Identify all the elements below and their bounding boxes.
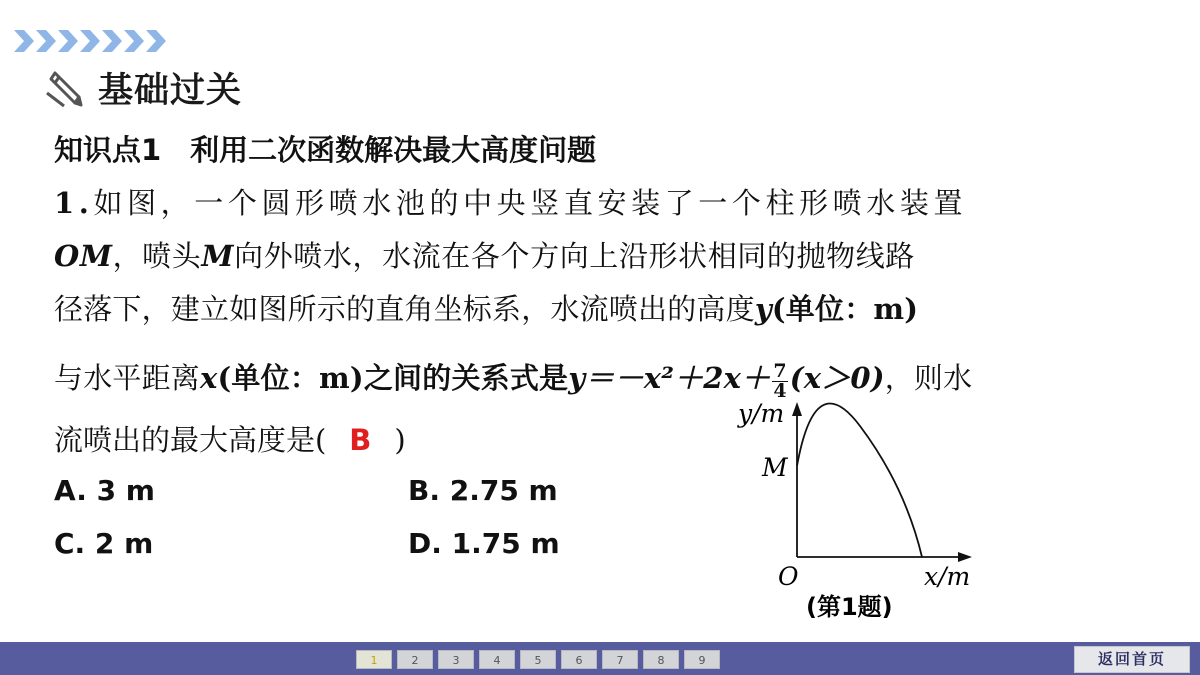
page-button-4[interactable]: 4 xyxy=(479,650,515,669)
question-line-4 xyxy=(54,358,1148,402)
question-text-3a: 径落下，建立如图所示的直角坐标系，水流喷出的高度 xyxy=(54,292,755,326)
question-text-5a: 流喷出的最大高度是( xyxy=(54,423,327,457)
pencil-icon xyxy=(44,68,84,108)
page-button-8[interactable]: 8 xyxy=(643,650,679,669)
parabola-curve xyxy=(797,404,922,558)
knowledge-point-heading: 知识点1 利用二次函数解决最大高度问题 xyxy=(54,133,597,167)
home-button[interactable]: 返回首页 xyxy=(1074,646,1190,673)
y-axis-arrow-icon xyxy=(792,402,802,416)
var-m: M xyxy=(201,239,235,273)
page-button-7[interactable]: 7 xyxy=(602,650,638,669)
question-number: 1 xyxy=(54,186,79,220)
section-title: 基础过关 xyxy=(98,71,243,111)
formula: y＝－x²＋2x＋ xyxy=(568,361,771,395)
question-line-2 xyxy=(54,236,1148,276)
fraction-denominator: 4 xyxy=(773,379,787,402)
x-axis-arrow-icon xyxy=(958,552,972,562)
page-button-2[interactable]: 2 xyxy=(397,650,433,669)
page-button-9[interactable]: 9 xyxy=(684,650,720,669)
var-om: OM xyxy=(54,239,113,273)
parabola-figure xyxy=(730,396,990,626)
var-y: y xyxy=(754,292,772,326)
var-x: x xyxy=(200,361,218,395)
page-button-3[interactable]: 3 xyxy=(438,650,474,669)
question-line-3 xyxy=(54,289,1148,329)
page-button-5[interactable]: 5 xyxy=(520,650,556,669)
question-text-4a: 与水平距离 xyxy=(54,361,201,395)
question-text-3b: (单位：m) xyxy=(771,292,919,326)
option-c: C. 2 m xyxy=(54,527,154,560)
question-text-4c: ，则水 xyxy=(884,361,973,395)
question-text-1: 如图，一个圆形喷水池的中央竖直安装了一个柱形喷水装置 xyxy=(93,186,968,220)
question-text-4b: (单位：m)之间的关系式是 xyxy=(217,361,569,395)
page-button-6[interactable]: 6 xyxy=(561,650,597,669)
option-d: D. 1.75 m xyxy=(408,527,560,560)
question-line-1: 1.如图，一个圆形喷水池的中央竖直安装了一个柱形喷水装置 xyxy=(54,186,968,220)
fraction-numerator: 7 xyxy=(773,359,787,382)
option-a: A. 3 m xyxy=(54,474,155,507)
point-m-label: M xyxy=(762,453,788,482)
x-axis-label: x/m xyxy=(924,562,971,591)
question-text-2b: 向外喷水，水流在各个方向上沿形状相同的抛物线路 xyxy=(234,239,915,273)
chevron-decoration-icon xyxy=(12,26,182,56)
option-b: B. 2.75 m xyxy=(408,474,558,507)
section-header xyxy=(44,66,242,110)
y-axis-label: y/m xyxy=(738,399,785,428)
page-navigator xyxy=(356,650,720,669)
question-text-5b: ) xyxy=(394,423,406,457)
answer-mark: B xyxy=(349,423,372,457)
page-button-1[interactable]: 1 xyxy=(356,650,392,669)
question-text-2a: ，喷头 xyxy=(112,239,202,273)
figure-caption: (第1题) xyxy=(806,593,893,621)
fraction-seven-fourths xyxy=(772,359,787,402)
origin-label: O xyxy=(778,562,799,591)
domain-condition: (x＞0) xyxy=(789,361,885,395)
